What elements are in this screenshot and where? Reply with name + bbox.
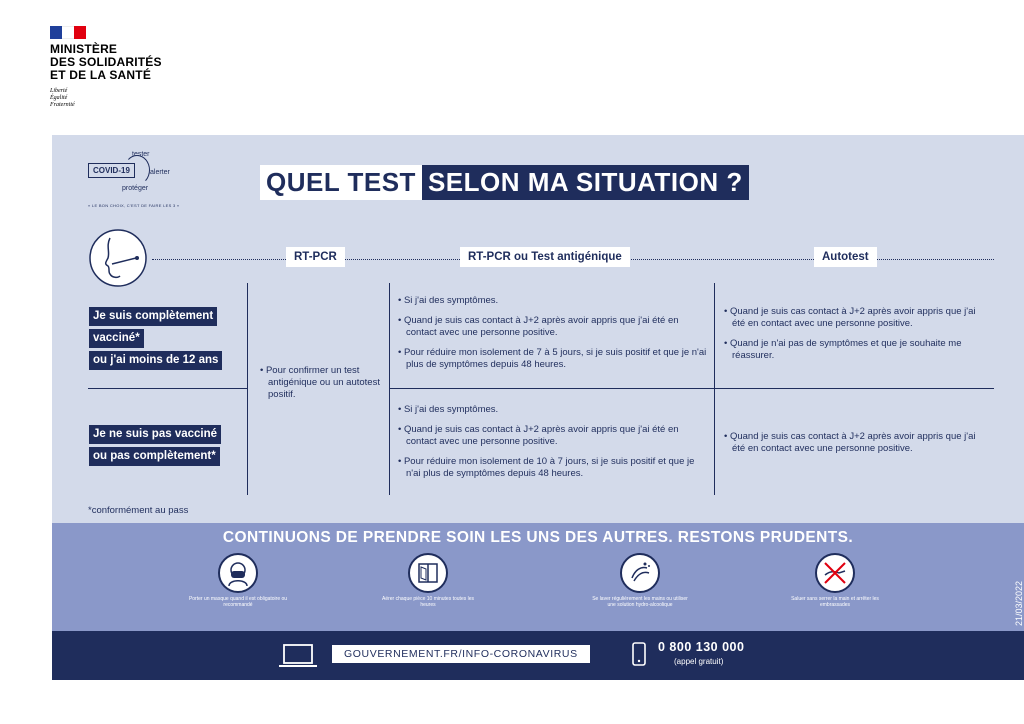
bullet-item: • Pour réduire mon isolement de 7 à 5 jours, si je suis positif et que je n'ai plus de symptômes depuis 48 heures.	[398, 347, 708, 371]
gesture-mask	[188, 553, 288, 608]
footer-bar	[52, 631, 1024, 680]
ministry-line: ET DE LA SANTÉ	[50, 68, 152, 82]
laptop-icon	[278, 643, 318, 669]
bullet-item: • Quand je suis cas contact à J+2 après avoir appris que j'ai été en contact avec une personne positive.	[724, 306, 986, 330]
row-label-unvaccinated	[89, 425, 221, 466]
bullet-item: • Quand je suis cas contact à J+2 après avoir appris que j'ai été en contact avec une personne positive.	[398, 424, 708, 448]
column-divider	[247, 283, 248, 495]
footnote: *conformément au pass	[88, 505, 189, 516]
row-label-line: ou pas complètement*	[89, 447, 220, 466]
bullet-item: • Si j'ai des symptômes.	[398, 295, 708, 307]
motto-line: Égalité	[50, 95, 68, 101]
barrier-gestures-band	[52, 523, 1024, 631]
column-divider	[714, 283, 715, 495]
gesture-caption: Aérer chaque pièce 10 minutes toutes les heures	[382, 596, 474, 608]
ministry-name	[50, 43, 162, 82]
gesture-caption: Se laver régulièrement les mains ou utiliser une solution hydro-alcoolique	[592, 596, 688, 608]
column-divider	[389, 283, 390, 495]
column-header-rtpcr-antigen: RT-PCR ou Test antigénique	[460, 247, 630, 267]
window-icon	[408, 553, 448, 593]
bullet-item: • Quand je suis cas contact à J+2 après avoir appris que j'ai été en contact avec une personne positive.	[398, 315, 708, 339]
motto-line: Liberté	[50, 88, 68, 94]
handwash-icon	[620, 553, 660, 593]
title-part-2: SELON MA SITUATION ?	[422, 165, 749, 200]
row-divider	[389, 388, 994, 389]
column-header-rtpcr: RT-PCR	[286, 247, 345, 267]
bullet-item: • Si j'ai des symptômes.	[398, 404, 708, 416]
gesture-ventilate	[378, 553, 478, 608]
brand-alerter: alerter	[150, 169, 170, 176]
unvaccinated-antigen-cell	[398, 404, 708, 488]
no-handshake-icon	[815, 553, 855, 593]
poster	[52, 135, 1024, 680]
phone-icon	[632, 642, 646, 666]
motto-line: Fraternité	[50, 102, 75, 108]
row-label-vaccinated	[89, 307, 222, 370]
brand-proteger: protéger	[122, 185, 149, 192]
vaccinated-autotest-cell	[724, 306, 986, 370]
brand-tester: tester	[132, 151, 150, 158]
bullet-item: • Quand je n'ai pas de symptômes et que je souhaite me réassurer.	[724, 338, 986, 362]
column-header-autotest: Autotest	[814, 247, 877, 267]
row-label-line: Je ne suis pas vacciné	[89, 425, 221, 444]
bullet-item: • Pour confirmer un test antigénique ou un autotest positif.	[260, 365, 380, 401]
nasal-swab-icon	[88, 228, 148, 288]
ministry-line: DES SOLIDARITÉS	[50, 55, 162, 69]
band-title: CONTINUONS DE PRENDRE SOIN LES UNS DES AUTRES. RESTONS PRUDENTS.	[222, 529, 854, 546]
row-label-line: ou j'ai moins de 12 ans	[89, 351, 222, 370]
gesture-no-handshake	[785, 553, 885, 608]
gesture-handwash	[590, 553, 690, 608]
row-label-line: vacciné*	[89, 329, 144, 348]
republic-motto	[50, 88, 75, 109]
mask-icon	[218, 553, 258, 593]
page-title	[260, 165, 749, 200]
gesture-caption: Porter un masque quand il est obligatoire ou recommandé	[188, 596, 288, 608]
row-divider	[88, 388, 247, 389]
info-url-link[interactable]: GOUVERNEMENT.FR/INFO-CORONAVIRUS	[332, 645, 590, 663]
gesture-caption: Saluer sans serrer la main et arrêter les embrassades	[791, 596, 879, 608]
bullet-item: • Quand je suis cas contact à J+2 après avoir appris que j'ai été en contact avec une personne positive.	[724, 431, 986, 455]
brand-covid: COVID-19	[88, 163, 135, 178]
rtpcr-cell	[260, 365, 380, 409]
row-label-line: Je suis complètement	[89, 307, 217, 326]
bullet-item: • Pour réduire mon isolement de 10 à 7 jours, si je suis positif et que je n'ai plus de symptômes depuis 48 heures.	[398, 456, 708, 480]
phone-note: (appel gratuit)	[674, 657, 724, 666]
tester-alerter-proteger-logo	[88, 151, 218, 211]
unvaccinated-autotest-cell	[724, 431, 986, 463]
brand-slogan: « LE BON CHOIX, C'EST DE FAIRE LES 3 »	[88, 203, 180, 208]
title-part-1: QUEL TEST	[260, 165, 422, 200]
vaccinated-antigen-cell	[398, 295, 708, 379]
french-flag-icon	[50, 26, 86, 39]
publication-date: 21/03/2022	[1014, 581, 1024, 627]
ministry-line: MINISTÈRE	[50, 42, 118, 56]
phone-number[interactable]: 0 800 130 000	[658, 640, 745, 654]
